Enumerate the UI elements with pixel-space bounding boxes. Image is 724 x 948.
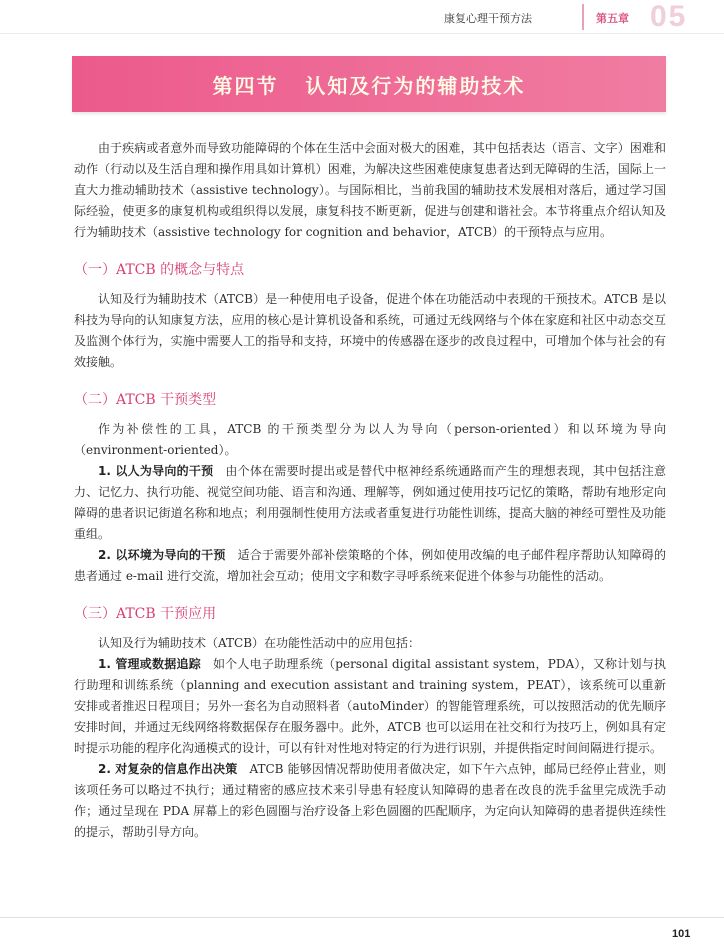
- types-item-2-lead: 2. 以环境为导向的干预: [98, 548, 226, 562]
- application-item-2-lead: 2. 对复杂的信息作出决策: [98, 762, 238, 776]
- application-item-2-body: ATCB 能够因情况帮助使用者做决定，如下午六点钟，邮局已经停止营业，则该项任务可以略过不执行；通过精密的感应技术来引导患有轻度认知障碍的患者在改良的洗手盆里完成洗手动作；通过呈现在 PDA 屏幕上的彩色圆圈与治疗设备上彩色圆圈的匹配顺序，为定向认知障碍的患者提供连续性的提示，帮助引导方向。: [74, 762, 666, 839]
- application-item-1-body: 如个人电子助理系统（personal digital assistant system，PDA），又称计划与执行助理和训练系统（planning and execution assistant and training system，PEAT），该系统可以重新安排或者推迟日程项目；另外一套名为自动照料者（autoMinder）的智能管理系统，可以按照活动的优先顺序安排时间，并通过无线网络将数据保存在服务器中。此外，ATCB 也可以运用在社交和行为技巧上，例如具有定时提示功能的程序化沟通模式的设计，可以有针对性地对特定的行为进行识别，并提供指定时间间隔进行提示。: [74, 657, 666, 755]
- heading-application: （三）ATCB 干预应用: [74, 606, 217, 622]
- intro-paragraph: 由于疾病或者意外而导致功能障碍的个体在生活中会面对极大的困难，其中包括表达（语言、文字）困难和动作（行动以及生活自理和操作用具如计算机）困难，为解决这些困难使康复患者达到无障碍的生活，国际上一直大力推动辅助技术（assistive technology）。与国际相比，当前我国的辅助技术发展相对落后，通过学习国际经验，使更多的康复机构或组织得以发展，康复科技不断更新，促进与创建和谐社会。本节将重点介绍认知及行为辅助技术（assistive technology for cognition and behavior，ATCB）的干预特点与应用。: [74, 141, 666, 239]
- heading-types: （二）ATCB 干预类型: [74, 392, 217, 408]
- chapter-number: 05: [650, 0, 688, 33]
- application-item-2: [74, 759, 666, 843]
- application-item-1-lead: 1. 管理或数据追踪: [98, 657, 201, 671]
- types-item-2: [74, 545, 666, 587]
- page-number: 101: [672, 928, 691, 940]
- application-item-1: [74, 654, 666, 759]
- section-title: 第四节 认知及行为的辅助技术: [212, 74, 526, 98]
- types-item-1-body: 由个体在需要时提出或是替代中枢神经系统通路而产生的理想表现，其中包括注意力、记忆力、执行功能、视觉空间功能、语言和沟通、理解等，例如通过使用技巧记忆的策略，帮助有地形定向障碍的患者识记街道名称和地点；利用强制性使用方法或者重复进行功能性训练，提高大脑的神经可塑性及功能重组。: [74, 464, 666, 541]
- application-intro-paragraph: 认知及行为辅助技术（ATCB）在功能性活动中的应用包括：: [98, 636, 421, 650]
- book-title: 康复心理干预方法: [444, 12, 532, 25]
- chapter-label: 第五章: [596, 12, 629, 25]
- running-header: [0, 0, 724, 34]
- header-rule: [0, 33, 724, 34]
- types-item-1: [74, 461, 666, 545]
- concept-paragraph: 认知及行为辅助技术（ATCB）是一种使用电子设备，促进个体在功能活动中表现的干预技术。ATCB 是以科技为导向的认知康复方法，应用的核心是计算机设备和系统，可通过无线网络与个体在家庭和社区中动态交互及监测个体行为，实施中需要人工的指导和支持，环境中的传感器在逐步的改良过程中，可增加个体与社会的有效接触。: [74, 292, 666, 369]
- footer-rule: [0, 917, 724, 918]
- types-item-2-body: 适合于需要外部补偿策略的个体，例如使用改编的电子邮件程序帮助认知障碍的患者通过 e-mail 进行交流，增加社会互动；使用文字和数字寻呼系统来促进个体参与功能性的活动。: [74, 548, 666, 583]
- heading-concept: （一）ATCB 的概念与特点: [74, 262, 245, 278]
- page-content: [74, 138, 666, 843]
- types-item-1-lead: 1. 以人为导向的干预: [98, 464, 214, 478]
- types-intro-paragraph: 作为补偿性的工具，ATCB 的干预类型分为以人为导向（person-oriented）和以环境为导向（environment-oriented）。: [74, 422, 666, 457]
- section-banner: [72, 56, 666, 112]
- header-divider: [582, 4, 584, 30]
